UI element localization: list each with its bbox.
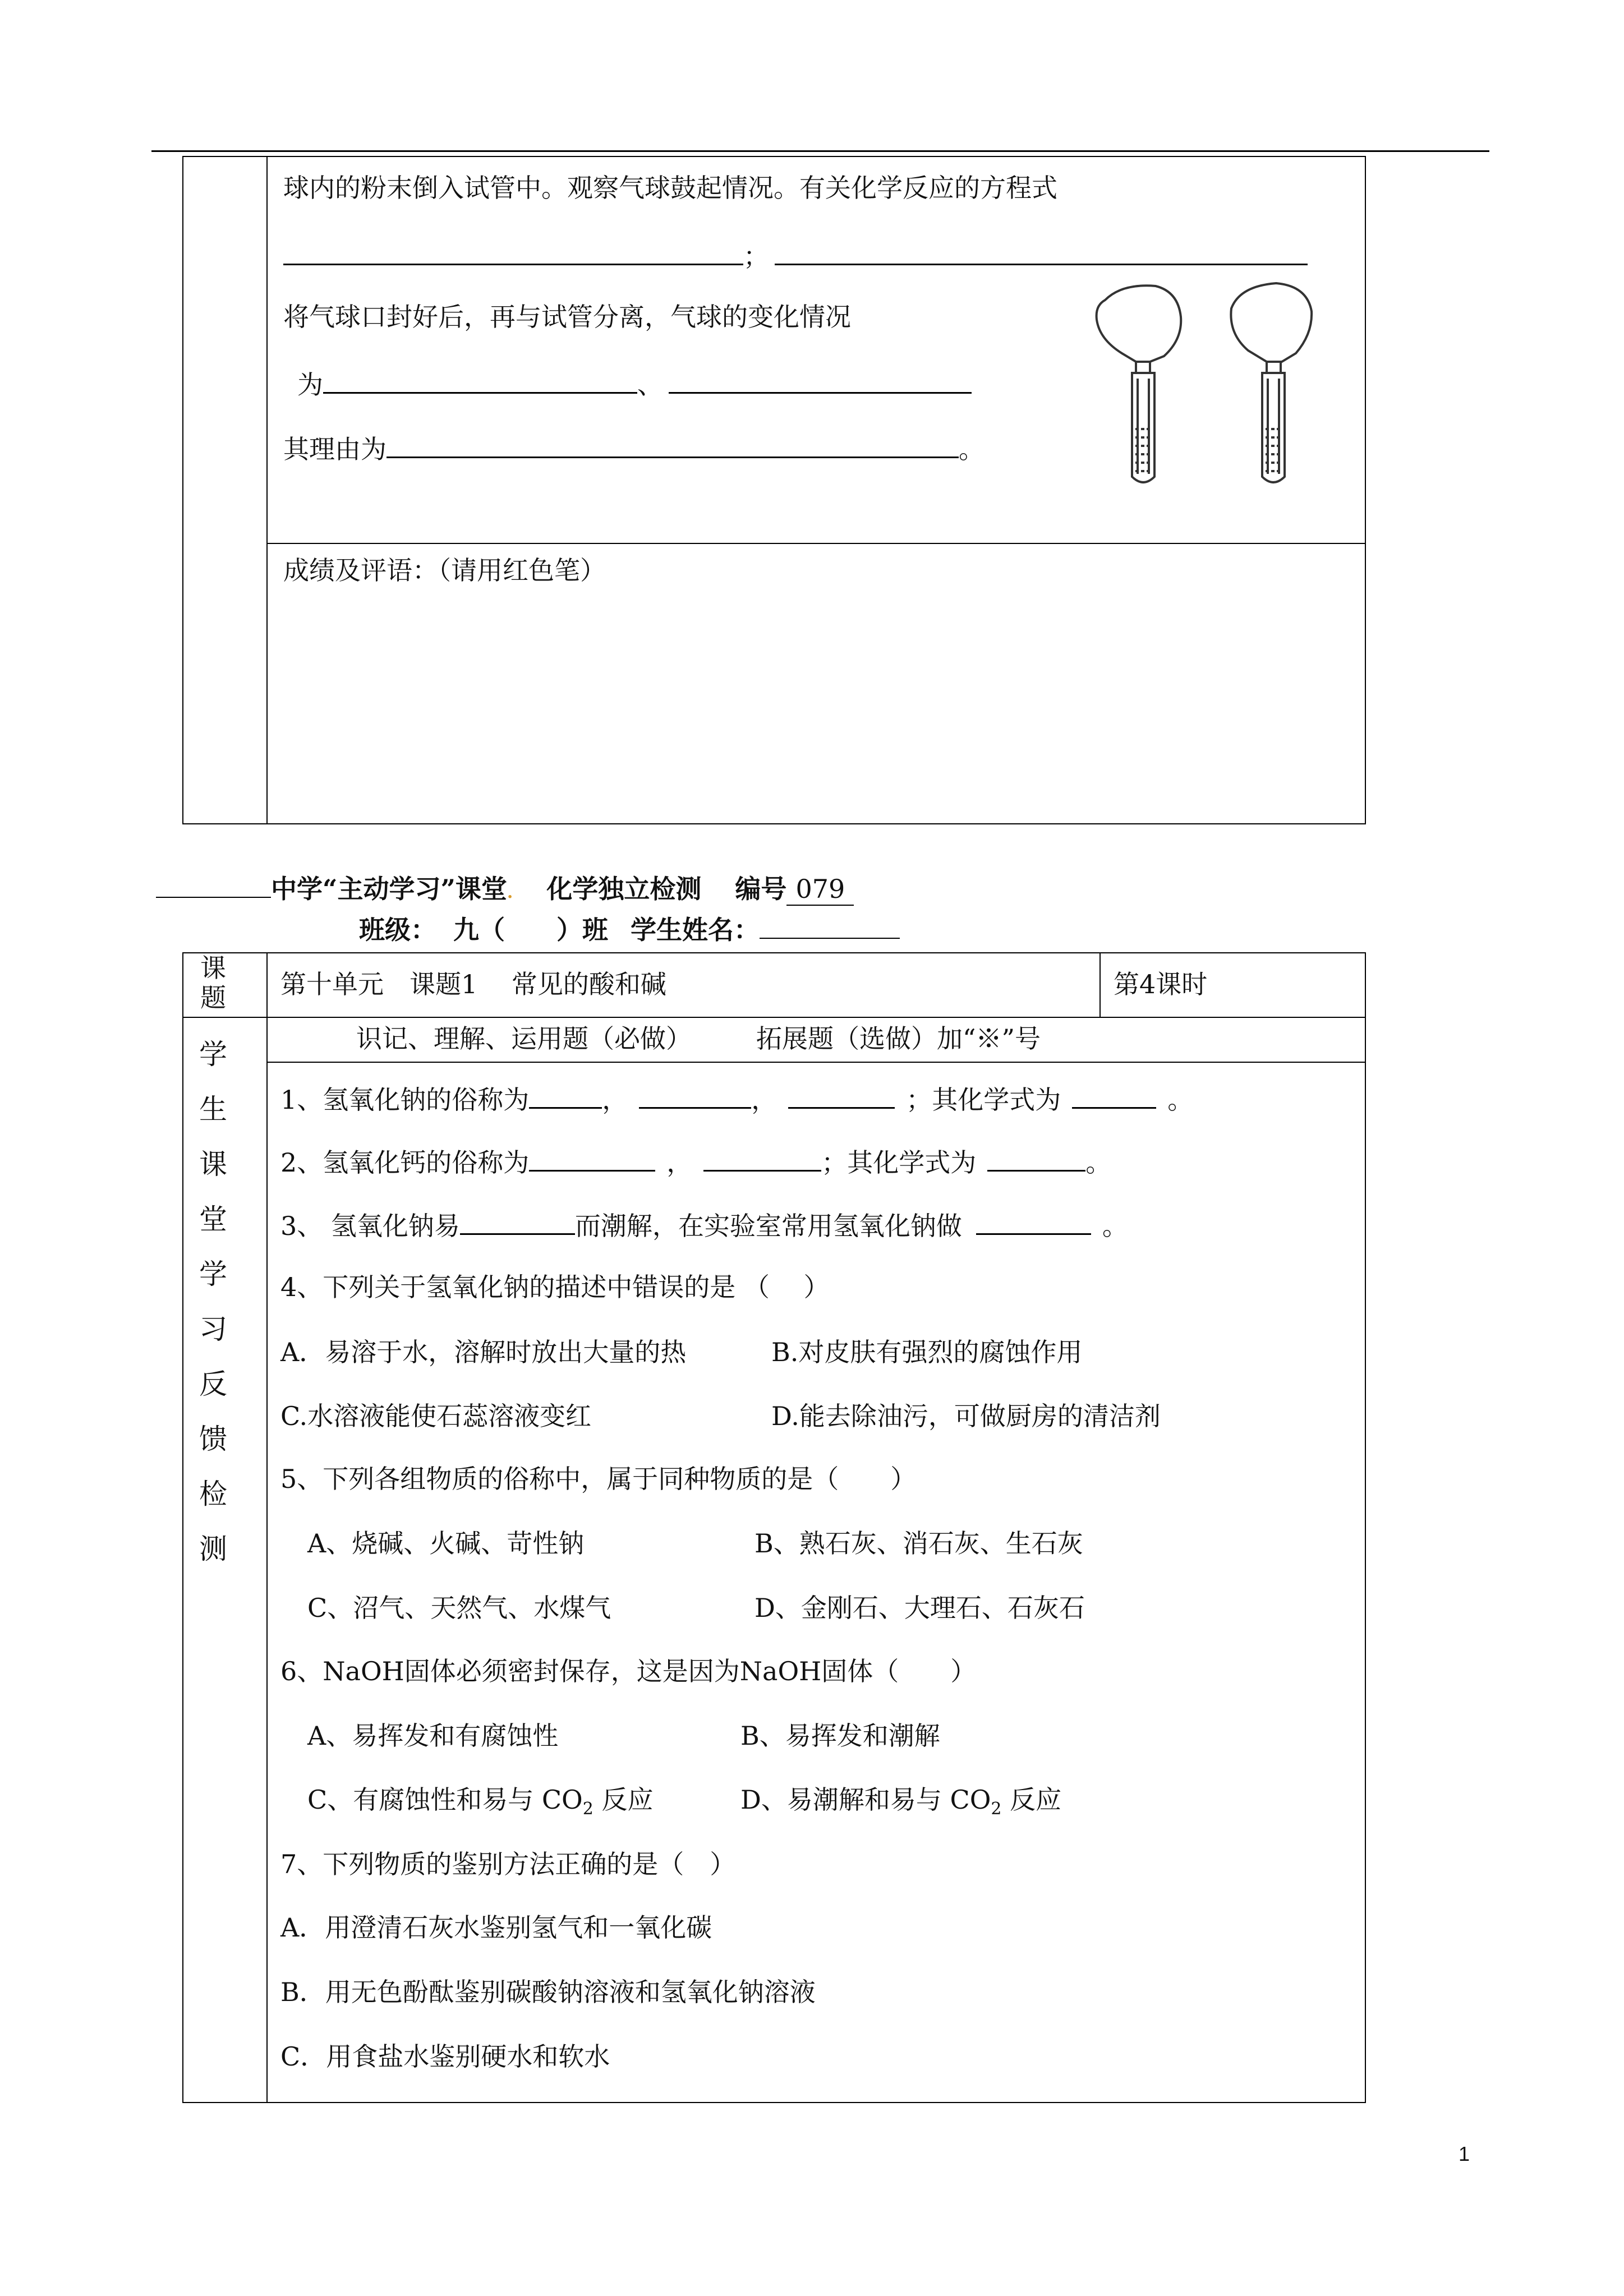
q2-formula-blank[interactable] [987,1145,1085,1172]
page-number: 1 [1459,2142,1470,2165]
mark-dot: . [507,883,513,902]
instruction-text: 识记、理解、运用题（必做） 拓展题（选做）加“※”号 [356,1023,1041,1054]
top-table-row-divider [266,543,1366,544]
q6-option-a[interactable]: A、易挥发和有腐蚀性 [307,1721,559,1751]
top-table-divider [266,156,268,824]
q3-blank-1[interactable] [460,1209,575,1235]
q4-option-d[interactable]: D.能去除油污，可做厨房的清洁剂 [771,1401,1161,1431]
equation-blank-1[interactable] [283,239,743,265]
q1-blank-1[interactable] [529,1082,602,1109]
balloon-change-blank-1[interactable] [323,367,637,394]
question-continuation: 球内的粉末倒入试管中。观察气球鼓起情况。有关化学反应的方程式 [283,173,1057,203]
test-tube-left [1132,373,1154,482]
lesson-number: 第4课时 [1114,969,1208,999]
q4-option-c[interactable]: C.水溶液能使石蕊溶液变红 [280,1401,592,1431]
question-5-stem: 5、下列各组物质的俗称中，属于同种物质的是（ ） [280,1464,917,1494]
side-label-char: 习 [199,1313,227,1345]
q5-option-b[interactable]: B、熟石灰、消石灰、生石灰 [755,1528,1083,1559]
equation-blank-2[interactable] [775,239,1308,265]
balloon-question: 将气球口封好后，再与试管分离，气球的变化情况 [283,302,851,332]
balloon-left [1097,285,1181,362]
question-7-stem: 7、下列物质的鉴别方法正确的是（ ） [280,1849,736,1879]
q4-option-a[interactable]: A．易溶于水，溶解时放出大量的热 [280,1337,687,1367]
question-6-stem: 6、NaOH固体必须密封保存，这是因为NaOH固体（ ） [280,1656,977,1686]
question-2: 2、氢氧化钙的俗称为 ， ；其化学式为 。 [280,1145,1111,1178]
topic-row-divider [182,1017,1366,1018]
worksheet-title-line: 中学“主动学习”课堂. 化学独立检测 编号 079 [156,872,854,906]
side-label-char: 生 [199,1093,227,1126]
q1-blank-2[interactable] [639,1082,751,1109]
q6-option-b[interactable]: B、易挥发和潮解 [740,1721,940,1751]
q5-option-a[interactable]: A、烧碱、火碱、苛性钠 [307,1528,585,1559]
lesson-cell-divider [1099,952,1101,1017]
grade-comment-label: 成绩及评语：（请用红色笔） [283,555,606,585]
test-tube-right [1262,373,1285,482]
student-name-blank[interactable] [760,913,900,939]
header-rule [151,150,1489,152]
worksheet-table-divider [266,952,268,2103]
q2-blank-2[interactable] [703,1145,821,1172]
q7-option-c[interactable]: C．用食盐水鉴别硬水和软水 [280,2041,610,2072]
q5-option-d[interactable]: D、金刚石、大理石、石灰石 [755,1593,1085,1623]
topic-label-cell: 课题 [200,953,226,1013]
side-label-char: 馈 [199,1423,227,1455]
class-student-line: 班级： 九（ ）班 学生姓名： [359,913,900,946]
instruction-row-divider [266,1062,1366,1063]
balloon-tube-left [1097,285,1181,482]
question-4-stem: 4、下列关于氢氧化钠的描述中错误的是 （ ） [280,1272,830,1302]
reason-line: 其理由为 。 [283,432,984,465]
side-label-char: 课 [199,1148,227,1181]
side-label-char: 测 [199,1533,227,1565]
side-label-char: 学 [199,1038,227,1071]
q1-formula-blank[interactable] [1072,1082,1156,1109]
q5-option-c[interactable]: C、沼气、天然气、水煤气 [307,1593,611,1623]
q4-option-b[interactable]: B.对皮肤有强烈的腐蚀作用 [771,1337,1083,1367]
worksheet-number: 079 [786,874,854,906]
topic-title: 第十单元 课题1 常见的酸和碱 [280,969,666,999]
q6-option-d[interactable]: D、易潮解和易与 $CO_2$ 反应 [740,1785,1062,1819]
q7-option-b[interactable]: B．用无色酚酞鉴别碳酸钠溶液和氢氧化钠溶液 [280,1977,816,2007]
school-name-blank[interactable] [156,872,271,898]
question-1: 1、氢氧化钠的俗称为 ， ， ；其化学式为 。 [280,1082,1193,1115]
reason-blank[interactable] [387,432,959,458]
balloon-change-line: 为 、 [297,367,972,400]
equation-line: ； [283,239,1308,272]
side-label-char: 反 [199,1368,227,1400]
side-label-char: 堂 [199,1203,227,1235]
q3-blank-2[interactable] [976,1209,1091,1235]
q7-option-a[interactable]: A．用澄清石灰水鉴别氢气和一氧化碳 [280,1912,712,1943]
q6-option-c[interactable]: C、有腐蚀性和易与 $CO_2$ 反应 [307,1785,654,1819]
balloon-tube-right [1231,283,1312,482]
q2-blank-1[interactable] [529,1145,655,1172]
side-label-char: 学 [199,1258,227,1290]
balloon-change-blank-2[interactable] [669,367,972,394]
balloon-right [1231,283,1312,362]
question-3: 3、 氢氧化钠易 而潮解，在实验室常用氢氧化钠做 。 [280,1209,1128,1242]
q1-blank-3[interactable] [788,1082,895,1109]
balloon-test-tube-illustration [1088,278,1335,496]
side-label-char: 检 [199,1478,227,1510]
